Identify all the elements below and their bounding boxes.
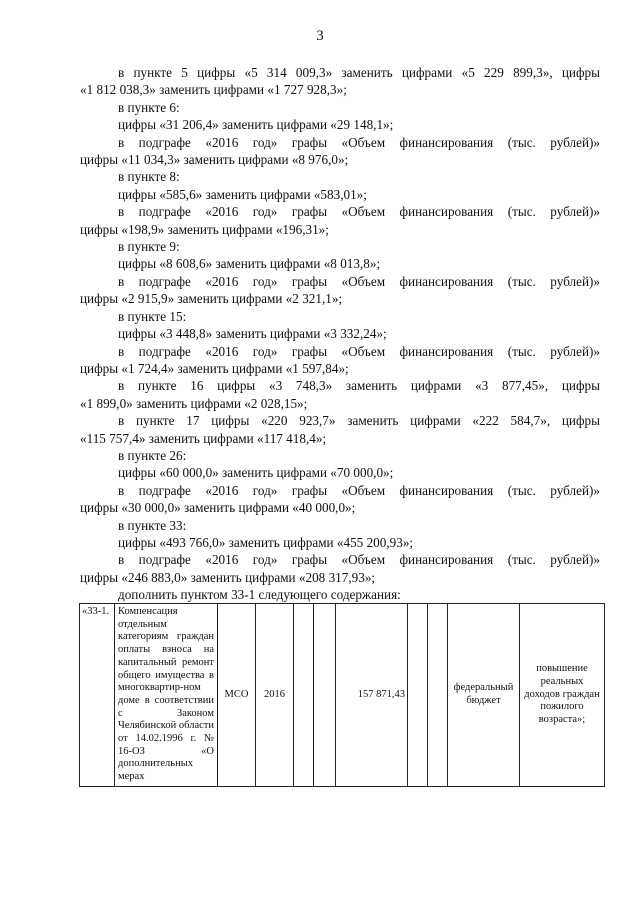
text-line: цифры «8 608,6» заменить цифрами «8 013,8»; (118, 256, 381, 272)
row-number-cell: «33-1. (80, 604, 115, 787)
amendment-text (80, 64, 600, 604)
text-line: в пункте 8: (118, 169, 180, 185)
text-line: в пункте 33: (118, 517, 187, 533)
program-table-row-33-1 (79, 603, 605, 787)
text-line: в подграфе «2016 год» графы «Объем финансирования (тыс. рублей)» (118, 134, 600, 150)
executor-cell: МСО (218, 604, 256, 787)
text-line: цифры «585,6» заменить цифрами «583,01»; (118, 186, 367, 202)
text-line: в пункте 17 цифры «220 923,7» заменить цифрами «222 584,7», цифры (118, 413, 600, 429)
text-line: цифры «31 206,4» заменить цифрами «29 148,1»; (118, 117, 394, 133)
text-line: «115 757,4» заменить цифрами «117 418,4»; (80, 430, 327, 446)
text-line: цифры «1 724,4» заменить цифрами «1 597,84»; (80, 360, 349, 376)
page-number: 3 (316, 28, 324, 44)
funding-source-cell: федеральный бюджет (448, 604, 520, 787)
text-line: цифры «198,9» заменить цифрами «196,31»; (80, 221, 329, 237)
text-line: цифры «11 034,3» заменить цифрами «8 976,0»; (80, 152, 349, 168)
text-line: в подграфе «2016 год» графы «Объем финансирования (тыс. рублей)» (118, 552, 600, 568)
amount-cell: 157 871,43 (336, 604, 408, 787)
text-line: цифры «3 448,8» заменить цифрами «3 332,24»; (118, 326, 387, 342)
text-line: в пункте 9: (118, 239, 180, 255)
text-line: в пункте 5 цифры «5 314 009,3» заменить цифрами «5 229 899,3», цифры (118, 65, 600, 80)
text-line: в пункте 6: (118, 99, 180, 115)
text-line: «1 899,0» заменить цифрами «2 028,15»; (80, 395, 308, 411)
expected-result-cell: повышение реальных доходов граждан пожилого возраста»; (520, 604, 605, 787)
text-line: в пункте 16 цифры «3 748,3» заменить цифрами «3 877,45», цифры (118, 378, 600, 394)
table-row (80, 604, 605, 787)
text-line: в подграфе «2016 год» графы «Объем финансирования (тыс. рублей)» (118, 273, 600, 289)
text-line: «1 812 038,3» заменить цифрами «1 727 928,3»; (80, 82, 347, 98)
text-line: цифры «2 915,9» заменить цифрами «2 321,1»; (80, 291, 343, 307)
empty-cell (408, 604, 428, 787)
text-line: цифры «246 883,0» заменить цифрами «208 317,93»; (80, 569, 376, 585)
text-line: в пункте 26: (118, 447, 187, 463)
text-line: в подграфе «2016 год» графы «Объем финансирования (тыс. рублей)» (118, 204, 600, 220)
text-line: цифры «60 000,0» заменить цифрами «70 000,0»; (118, 465, 394, 481)
text-line: цифры «493 766,0» заменить цифрами «455 200,93»; (118, 534, 414, 550)
text-line: в пункте 15: (118, 308, 187, 324)
empty-cell (294, 604, 314, 787)
year-cell: 2016 (256, 604, 294, 787)
empty-cell (428, 604, 448, 787)
text-line: в подграфе «2016 год» графы «Объем финансирования (тыс. рублей)» (118, 482, 600, 498)
empty-cell (314, 604, 336, 787)
text-line: цифры «30 000,0» заменить цифрами «40 000,0»; (80, 500, 356, 516)
measure-description-cell: Компенсация отдельным категориям граждан оплаты взноса на капитальный ремонт общего имущества в многоквартир-ном доме в соответствии с Законом Челябинской области от 14.02.1996 г. № 16-ОЗ «О дополнительных мерах (115, 604, 218, 787)
text-line: в подграфе «2016 год» графы «Объем финансирования (тыс. рублей)» (118, 343, 600, 359)
text-line: дополнить пунктом 33-1 следующего содержания: (118, 587, 401, 603)
